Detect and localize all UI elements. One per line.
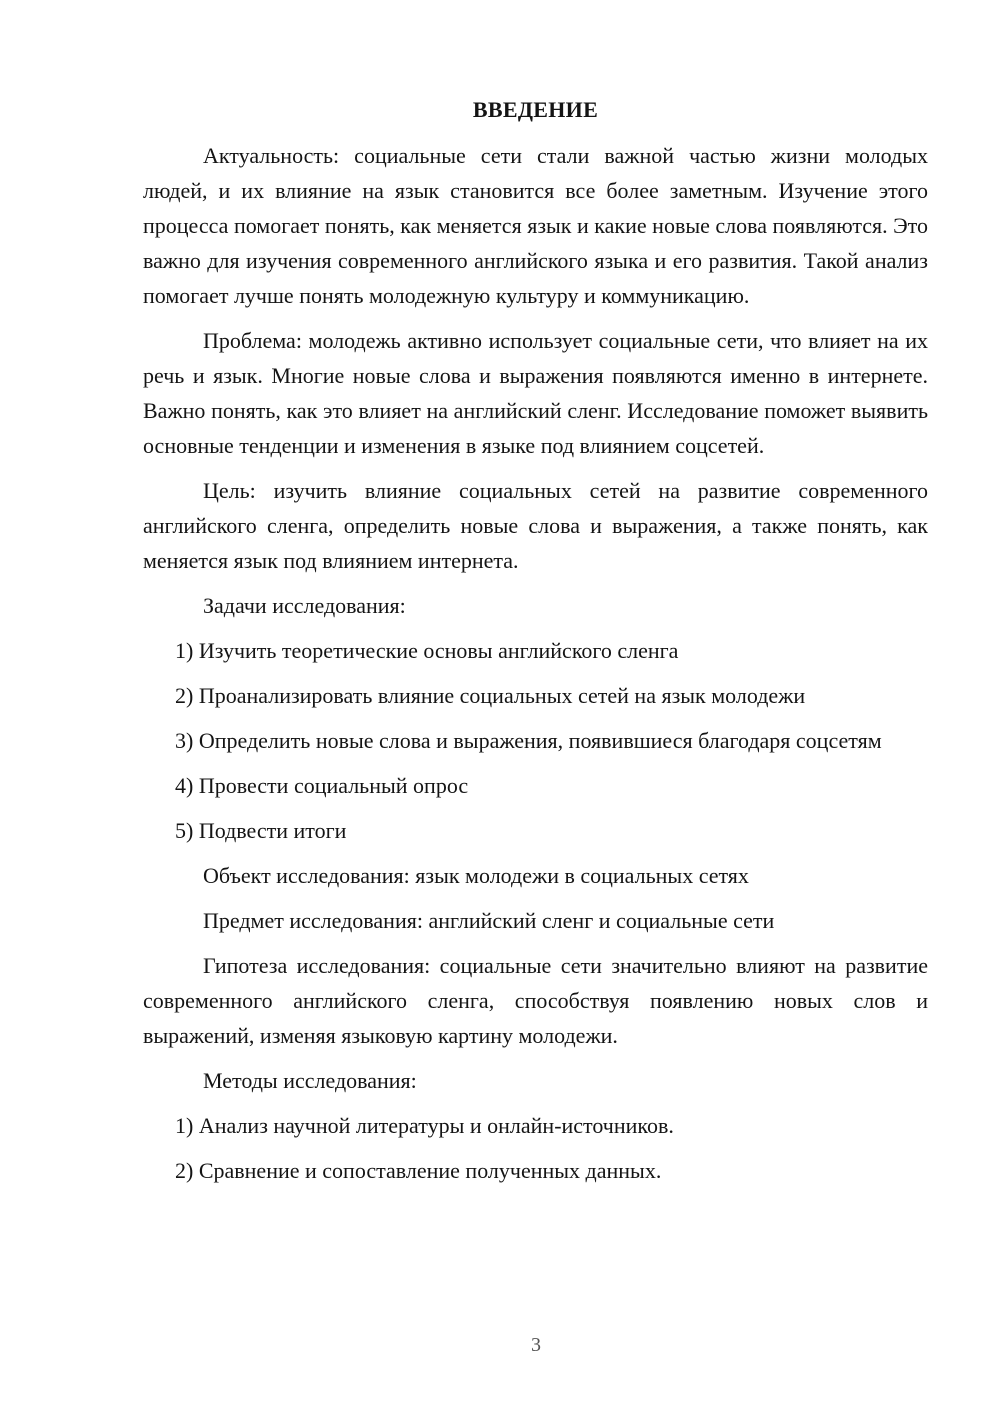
task-item-1: 1) Изучить теоретические основы английского сленга: [175, 638, 679, 663]
task-item-3: 3) Определить новые слова и выражения, появившиеся благодаря соцсетям: [175, 728, 882, 753]
goal-paragraph: Цель: изучить влияние социальных сетей на развитие современного английского сленга, определить новые слова и выражения, а также понять, как меняется язык под влиянием интернета.: [143, 478, 928, 573]
relevance-paragraph: Актуальность: социальные сети стали важной частью жизни молодых людей, и их влияние на язык становится все более заметным. Изучение этого процесса помогает понять, как меняется язык и какие новые слова появляются. Это важно для изучения современного английского языка и его развития. Такой анализ помогает лучше понять молодежную культуру и коммуникацию.: [143, 143, 928, 308]
task-item-2: 2) Проанализировать влияние социальных сетей на язык молодежи: [175, 683, 806, 708]
section-title: ВВЕДЕНИЕ: [472, 97, 599, 122]
task-item-5: 5) Подвести итоги: [175, 818, 347, 843]
methods-heading: Методы исследования:: [203, 1068, 417, 1093]
page-number: 3: [531, 1334, 541, 1356]
tasks-heading: Задачи исследования:: [203, 593, 406, 618]
research-object: Объект исследования: язык молодежи в социальных сетях: [203, 863, 749, 888]
method-item-2: 2) Сравнение и сопоставление полученных данных.: [175, 1158, 662, 1183]
problem-paragraph: Проблема: молодежь активно использует социальные сети, что влияет на их речь и язык. Многие новые слова и выражения появляются именно в интернете. Важно понять, как это влияет на английский сленг. Исследование поможет выявить основные тенденции и изменения в языке под влиянием соцсетей.: [143, 328, 928, 458]
document-body: [143, 94, 928, 1198]
research-subject: Предмет исследования: английский сленг и социальные сети: [203, 908, 775, 933]
task-item-4: 4) Провести социальный опрос: [175, 773, 469, 798]
hypothesis-paragraph: Гипотеза исследования: социальные сети значительно влияют на развитие современного английского сленга, способствуя появлению новых слов и выражений, изменяя языковую картину молодежи.: [143, 953, 928, 1048]
method-item-1: 1) Анализ научной литературы и онлайн-источников.: [175, 1113, 674, 1138]
